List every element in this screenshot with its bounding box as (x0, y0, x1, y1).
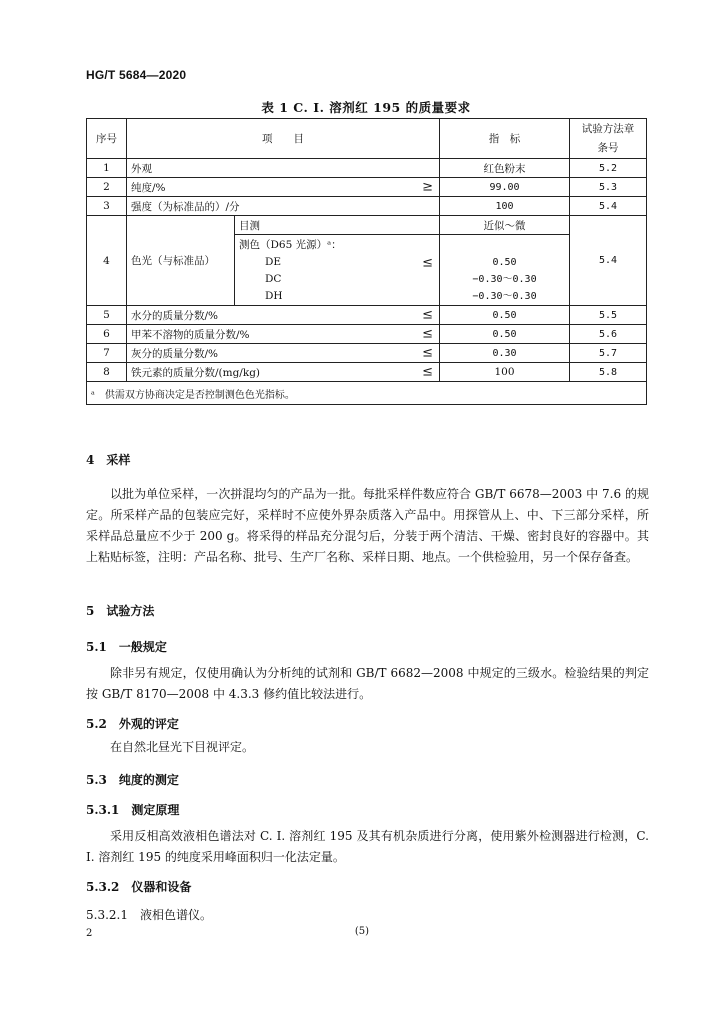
row-item: 灰分的质量分数/% ≤ (127, 344, 440, 363)
row-seq: 7 (87, 344, 127, 363)
section-5-1-title: 5.1 一般规定 (86, 640, 167, 654)
row-method: 5.3 (570, 178, 647, 197)
operator: ≤ (422, 326, 433, 342)
row-seq: 5 (87, 306, 127, 325)
table-footnote-row (87, 382, 647, 405)
page-center-mark: (5) (354, 926, 370, 937)
section-4-title: 4 采样 (86, 453, 131, 467)
value-dh: −0.30～0.30 (472, 291, 537, 302)
section-5-title: 5 试验方法 (86, 604, 155, 618)
table-header-row (87, 119, 647, 159)
quality-requirements-table (86, 118, 647, 405)
section-5-2-title: 5.2 外观的评定 (86, 717, 179, 731)
row-item: 水分的质量分数/% ≤ (127, 306, 440, 325)
table-row (87, 363, 647, 382)
instrument-cell (235, 235, 440, 306)
row-indicator: 100 (440, 197, 570, 216)
row-indicator: 0.50 (440, 325, 570, 344)
row-seq: 3 (87, 197, 127, 216)
instrument-values (440, 235, 570, 306)
table-row (87, 197, 647, 216)
row-method: 5.4 (570, 197, 647, 216)
row-indicator: 99.00 (440, 178, 570, 197)
header-item: 项 目 (127, 119, 440, 159)
operator: ≤ (422, 345, 433, 361)
row-method: 5.4 (570, 216, 647, 306)
row-indicator: 红色粉末 (440, 159, 570, 178)
row-method: 5.6 (570, 325, 647, 344)
row-indicator: 0.50 (440, 306, 570, 325)
section-5-3-1-text: 采用反相高效液相色谱法对 C. I. 溶剂红 195 及其有机杂质进行分离，使用紫外检测器进行检测，C. I. 溶剂红 195 的纯度采用峰面积归一化法定量。 (86, 829, 649, 864)
param-dh: DH (265, 290, 283, 302)
row-item: 强度（为标准品的）/分 (127, 197, 440, 216)
visual-value: 近似～微 (440, 216, 570, 235)
section-5-3-title: 5.3 纯度的测定 (86, 773, 179, 787)
row-seq: 2 (87, 178, 127, 197)
shade-item: 色光（与标准品） (127, 216, 235, 306)
section-5-3-1-title: 5.3.1 测定原理 (86, 803, 180, 817)
row-method: 5.7 (570, 344, 647, 363)
param-de: DE ≤ (265, 255, 433, 270)
header-method: 试验方法章条号 (570, 119, 647, 159)
table-caption: 表 1 C. I. 溶剂红 195 的质量要求 (261, 100, 471, 115)
section-5-3-2-1-text: 5.3.2.1 液相色谱仪。 (86, 908, 212, 922)
row-method: 5.2 (570, 159, 647, 178)
section-4-text: 以批为单位采样，一次拼混均匀的产品为一批。每批采样件数应符合 GB/T 6678—2003 中 7.6 的规定。所采样产品的包装应完好，采样时不应使外界杂质落入产品中。用探管从上、中、下三部分采样，所采样品总量应不少于 200 g。将采得的样品充分混匀后，分装于两个清洁、干燥、密封良好的容器中。其上粘贴标签，注明：产品名称、批号、生产厂名称、采样日期、地点。一个供检验用，另一个保存备查。 (86, 487, 649, 564)
operator: ≤ (422, 307, 433, 323)
table-row (87, 325, 647, 344)
row-item: 铁元素的质量分数/(mg/kg) ≤ (127, 363, 440, 382)
param-dc: DC (265, 273, 282, 285)
instrument-label: 测色（D65 光源）ᵃ： (239, 239, 342, 251)
shade-row-visual (87, 216, 647, 235)
row-item: 甲苯不溶物的质量分数/% ≤ (127, 325, 440, 344)
table-footnote: ᵃ 供需双方协商决定是否控制测色色光指标。 (87, 382, 647, 405)
row-indicator: 0.30 (440, 344, 570, 363)
table-row (87, 344, 647, 363)
header-indicator: 指 标 (440, 119, 570, 159)
page-number: 2 (86, 928, 93, 939)
section-5-3-2-title: 5.3.2 仪器和设备 (86, 880, 192, 894)
row-seq: 4 (87, 216, 127, 306)
row-method: 5.5 (570, 306, 647, 325)
operator: ≥ (422, 179, 433, 195)
value-dc: −0.30～0.30 (472, 274, 537, 285)
section-5-2-text: 在自然北昼光下目视评定。 (110, 740, 255, 754)
table-row (87, 159, 647, 178)
row-method: 5.8 (570, 363, 647, 382)
row-indicator: 100 (440, 363, 570, 382)
table-row (87, 178, 647, 197)
table-row (87, 306, 647, 325)
visual-label: 目测 (235, 216, 440, 235)
row-item: 外观 (127, 159, 440, 178)
value-de: 0.50 (492, 257, 517, 268)
row-seq: 6 (87, 325, 127, 344)
standard-code: HG/T 5684—2020 (86, 68, 187, 82)
header-seq: 序号 (87, 119, 127, 159)
row-seq: 8 (87, 363, 127, 382)
operator: ≤ (422, 364, 433, 380)
section-5-1-text: 除非另有规定，仅使用确认为分析纯的试剂和 GB/T 6682—2008 中规定的三级水。检验结果的判定按 GB/T 8170—2008 中 4.3.3 修约值比较法进行。 (86, 666, 649, 701)
row-item: 纯度/% ≥ (127, 178, 440, 197)
row-seq: 1 (87, 159, 127, 178)
